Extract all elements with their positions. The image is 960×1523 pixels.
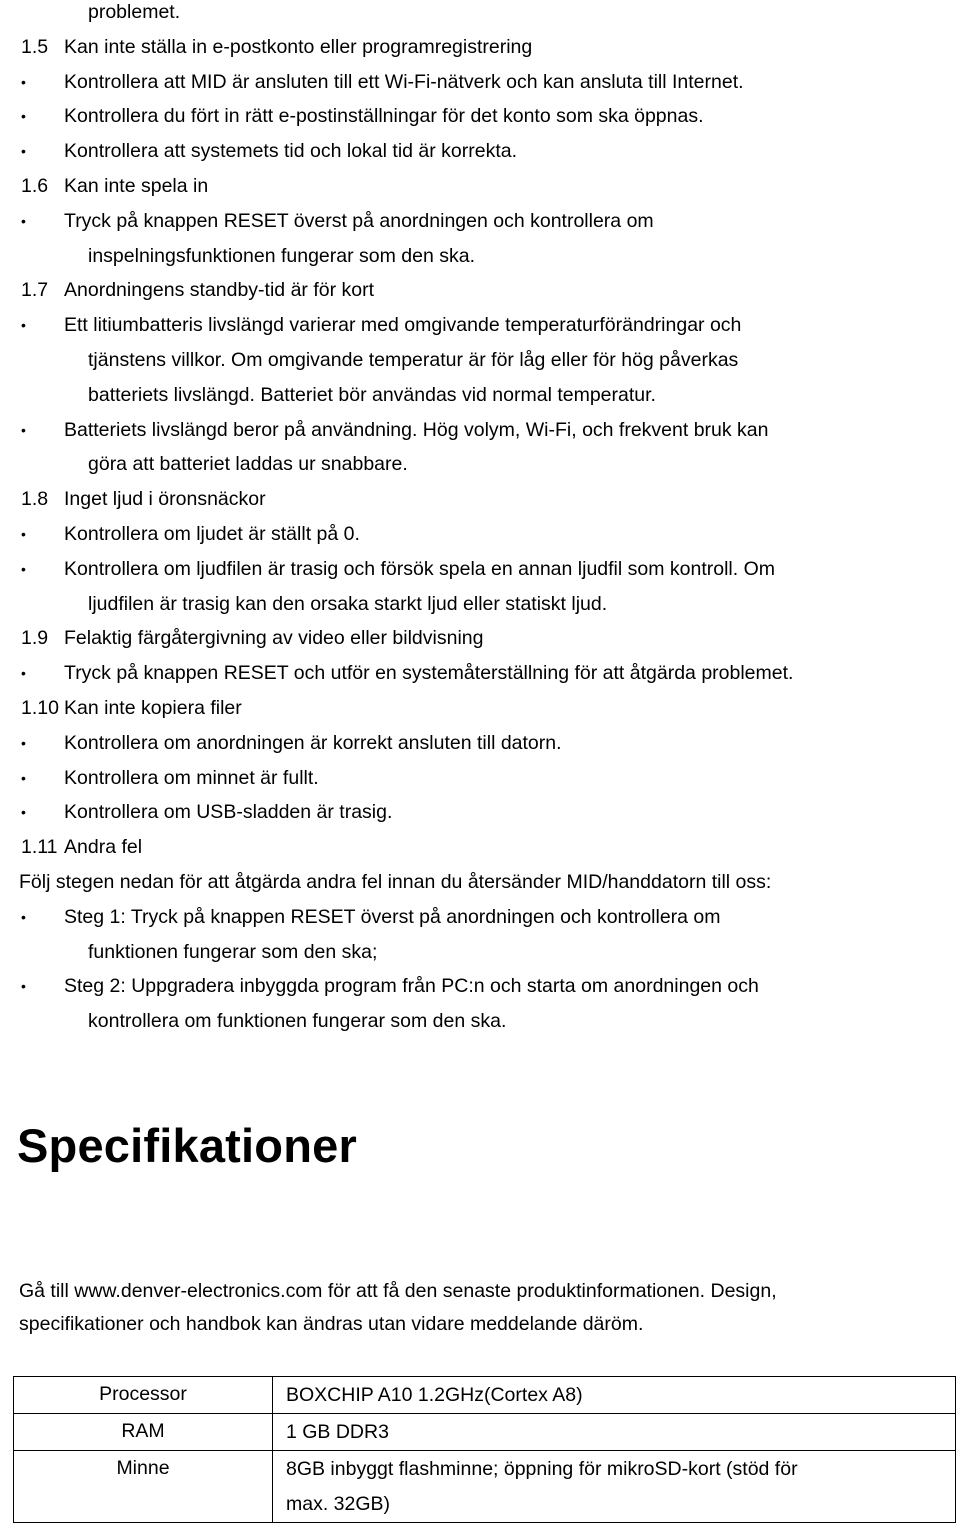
bullet-item: [0, 726, 960, 761]
line-text: Kan inte spela in: [64, 175, 209, 197]
bullet-item: [0, 308, 960, 343]
bullet-icon: •: [21, 908, 26, 925]
line-text: Steg 2: Uppgradera inbyggda program från PC:n och starta om anordningen och: [64, 975, 759, 998]
bullet-icon: •: [21, 978, 26, 995]
spec-table: [13, 1376, 956, 1523]
line-text: Steg 1: Tryck på knappen RESET överst på anordningen och kontrollera om: [64, 905, 721, 928]
bullet-icon: •: [21, 108, 26, 125]
bullet-icon: •: [21, 73, 26, 90]
bullet-item: [0, 99, 960, 134]
heading-number: 1.7: [21, 279, 49, 302]
heading-number: 1.9: [21, 627, 49, 650]
heading-number: 1.6: [21, 175, 49, 197]
line-text: Kan inte ställa in e-postkonto eller programregistrering: [64, 35, 533, 58]
spec-row-ram: [14, 1414, 956, 1451]
bullet-icon: •: [21, 804, 26, 821]
intro-line-2: specifikationer och handbok kan ändras utan vidare meddelande däröm.: [19, 1313, 644, 1335]
text-line: [0, 343, 960, 378]
line-text: batteriets livslängd. Batteriet bör användas vid normal temperatur.: [88, 383, 656, 406]
bullet-item: [0, 65, 960, 100]
bullet-item: [0, 761, 960, 796]
heading-number: 1.5: [21, 35, 49, 58]
bullet-icon: •: [21, 560, 26, 577]
line-text: Andra fel: [64, 836, 143, 859]
line-text: Kan inte kopiera filer: [64, 697, 242, 719]
bullet-icon: •: [21, 212, 26, 229]
text-line: [0, 935, 960, 970]
text-line: [0, 587, 960, 622]
section-heading: [0, 169, 960, 204]
line-text: Kontrollera om USB-sladden är trasig.: [64, 801, 393, 824]
section-heading: [0, 482, 960, 517]
spec-row-processor: [14, 1377, 956, 1414]
spec-value: 8GB inbyggt flashminne; öppning för mikroSD-kort (stöd för max. 32GB): [273, 1451, 956, 1523]
bullet-item: [0, 656, 960, 691]
bullet-icon: •: [21, 317, 26, 334]
bullet-item: [0, 552, 960, 587]
bullet-icon: •: [21, 526, 26, 542]
spec-value: BOXCHIP A10 1.2GHz(Cortex A8): [273, 1377, 956, 1414]
bullet-item: [0, 204, 960, 239]
line-text: Batteriets livslängd beror på användning. Hög volym, Wi-Fi, och frekvent bruk kan: [64, 418, 769, 441]
bullet-item: [0, 134, 960, 169]
line-text: Inget ljud i öronsnäckor: [64, 488, 266, 511]
line-text: Följ stegen nedan för att åtgärda andra fel innan du återsänder MID/handdatorn till oss:: [19, 871, 772, 893]
text-line: [0, 378, 960, 413]
line-text: Ett litiumbatteris livslängd varierar med omgivande temperaturförändringar och: [64, 314, 742, 337]
heading-number: 1.8: [21, 488, 49, 511]
bullet-item: [0, 795, 960, 830]
line-text: Kontrollera om anordningen är korrekt ansluten till datorn.: [64, 731, 562, 754]
bullet-item: [0, 969, 960, 1004]
line-text: Anordningens standby-tid är för kort: [64, 279, 375, 302]
line-text: Kontrollera om ljudet är ställt på 0.: [64, 523, 360, 545]
line-text: problemet.: [88, 1, 181, 23]
bullet-icon: •: [21, 665, 26, 682]
section-heading: [0, 691, 960, 726]
intro-line-1: Gå till www.denver-electronics.com för att få den senaste produktinformationen. Design,: [19, 1280, 777, 1302]
spec-value: 1 GB DDR3: [273, 1414, 956, 1451]
section-heading: [0, 273, 960, 308]
text-line: [0, 1004, 960, 1039]
line-text: tjänstens villkor. Om omgivande temperatur är för låg eller för hög påverkas: [88, 349, 739, 371]
text-line: [0, 0, 960, 30]
line-text: Kontrollera om ljudfilen är trasig och försök spela en annan ljudfil som kontroll. Om: [64, 557, 776, 580]
line-text: kontrollera om funktionen fungerar som den ska.: [88, 1010, 507, 1033]
bullet-icon: •: [21, 769, 26, 786]
line-text: Kontrollera att MID är ansluten till ett Wi-Fi-nätverk och kan ansluta till Internet.: [64, 70, 744, 93]
bullet-icon: •: [21, 421, 26, 438]
bullet-item: [0, 900, 960, 935]
spec-row-minne: [14, 1451, 956, 1523]
line-text: Tryck på knappen RESET överst på anordningen och kontrollera om: [64, 209, 654, 232]
line-text: Felaktig färgåtergivning av video eller bildvisning: [64, 627, 484, 650]
line-text: Tryck på knappen RESET och utför en systemåterställning för att åtgärda problemet.: [64, 662, 794, 685]
text-line: [0, 865, 960, 900]
spec-key: Processor: [14, 1377, 273, 1414]
line-text: ljudfilen är trasig kan den orsaka starkt ljud eller statiskt ljud.: [88, 592, 608, 615]
heading-number: 1.11: [21, 836, 58, 859]
bullet-icon: •: [21, 143, 26, 160]
heading-number: 1.10: [21, 697, 59, 719]
line-text: funktionen fungerar som den ska;: [88, 940, 378, 963]
section-heading: [0, 621, 960, 656]
section-title: Specifikationer: [17, 1119, 357, 1172]
text-line: [0, 447, 960, 482]
bullet-item: [0, 413, 960, 448]
spec-key: RAM: [14, 1414, 273, 1451]
section-heading: [0, 830, 960, 865]
spec-key: Minne: [14, 1451, 273, 1523]
line-text: Kontrollera att systemets tid och lokal tid är korrekta.: [64, 140, 518, 163]
section-heading: [0, 30, 960, 65]
line-text: Kontrollera om minnet är fullt.: [64, 766, 319, 789]
line-text: Kontrollera du fört in rätt e-postinställningar för det konto som ska öppnas.: [64, 105, 704, 128]
bullet-item: [0, 517, 960, 552]
bullet-icon: •: [21, 734, 26, 751]
line-text: inspelningsfunktionen fungerar som den ska.: [88, 244, 475, 267]
text-line: [0, 239, 960, 274]
line-text: göra att batteriet laddas ur snabbare.: [88, 453, 408, 476]
